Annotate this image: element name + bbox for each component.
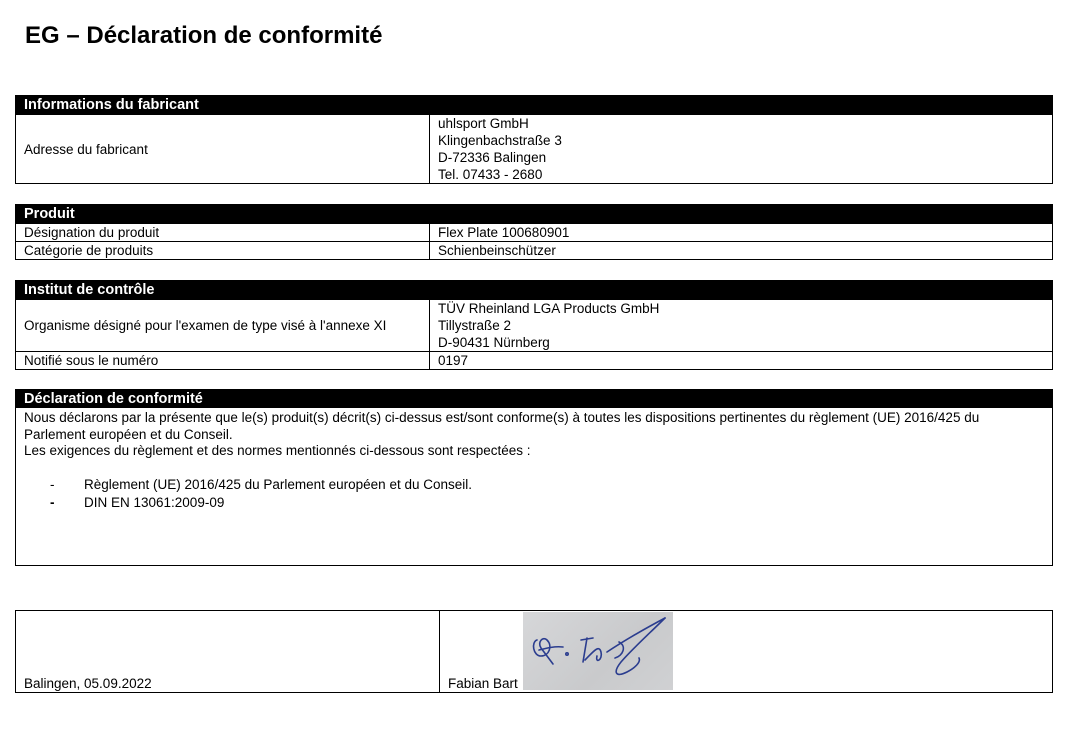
list-item xyxy=(24,477,1044,495)
place-date: Balingen, 05.09.2022 xyxy=(24,676,152,691)
list-bullet: - xyxy=(50,476,55,492)
table-row xyxy=(16,242,1053,260)
org-label: Organisme désigné pour l'examen de type visé à l'annexe XI xyxy=(16,300,430,352)
address-line: D-72336 Balingen xyxy=(438,150,547,165)
product-section xyxy=(15,204,1053,260)
product-designation-label: Désignation du produit xyxy=(16,224,430,242)
handwritten-signature-image xyxy=(523,612,673,690)
institute-table xyxy=(15,299,1053,370)
address-label: Adresse du fabricant xyxy=(16,115,430,184)
declaration-header: Déclaration de conformité xyxy=(15,389,1053,408)
manufacturer-section xyxy=(15,95,1053,184)
signatory-cell xyxy=(440,611,1052,692)
declaration-paragraph: Nous déclarons par la présente que le(s) produit(s) décrit(s) ci-dessus est/sont conforme(s) à toutes les dispositions pertinentes du règlement (UE) 2016/425 du Parlement européen et du Conseil. xyxy=(24,410,980,442)
document-title: EG – Déclaration de conformité xyxy=(25,22,383,49)
declaration-body xyxy=(15,408,1053,566)
notified-value: 0197 xyxy=(430,352,1053,370)
org-line: D-90431 Nürnberg xyxy=(438,335,550,350)
product-category-label: Catégorie de produits xyxy=(16,242,430,260)
list-bullet: - xyxy=(50,494,55,510)
org-value xyxy=(430,300,1053,352)
org-line: Tillystraße 2 xyxy=(438,318,512,333)
declaration-paragraph: Les exigences du règlement et des normes mentionnés ci-dessous sont respectées : xyxy=(24,443,531,458)
institute-header: Institut de contrôle xyxy=(15,280,1053,299)
address-value xyxy=(430,115,1053,184)
requirements-list xyxy=(24,477,1044,513)
table-row xyxy=(16,300,1053,352)
table-row xyxy=(16,352,1053,370)
manufacturer-header: Informations du fabricant xyxy=(15,95,1053,114)
address-line: Klingenbachstraße 3 xyxy=(438,133,562,148)
declaration-section xyxy=(15,389,1053,566)
signatory-name: Fabian Bart xyxy=(448,676,518,691)
product-header: Produit xyxy=(15,204,1053,223)
list-item xyxy=(24,495,1044,513)
place-date-cell xyxy=(16,611,440,692)
list-item-text: DIN EN 13061:2009-09 xyxy=(84,494,225,510)
signature-scribble xyxy=(523,612,673,690)
notified-label: Notifié sous le numéro xyxy=(16,352,430,370)
product-table xyxy=(15,223,1053,260)
address-line: uhlsport GmbH xyxy=(438,116,529,131)
org-line: TÜV Rheinland LGA Products GmbH xyxy=(438,301,660,316)
product-designation-value: Flex Plate 100680901 xyxy=(430,224,1053,242)
table-row xyxy=(16,224,1053,242)
manufacturer-table xyxy=(15,114,1053,184)
signature-section xyxy=(15,610,1053,693)
list-item-text: Règlement (UE) 2016/425 du Parlement européen et du Conseil. xyxy=(84,476,472,492)
product-category-value: Schienbeinschützer xyxy=(430,242,1053,260)
address-line: Tel. 07433 - 2680 xyxy=(438,167,543,182)
institute-section xyxy=(15,280,1053,370)
